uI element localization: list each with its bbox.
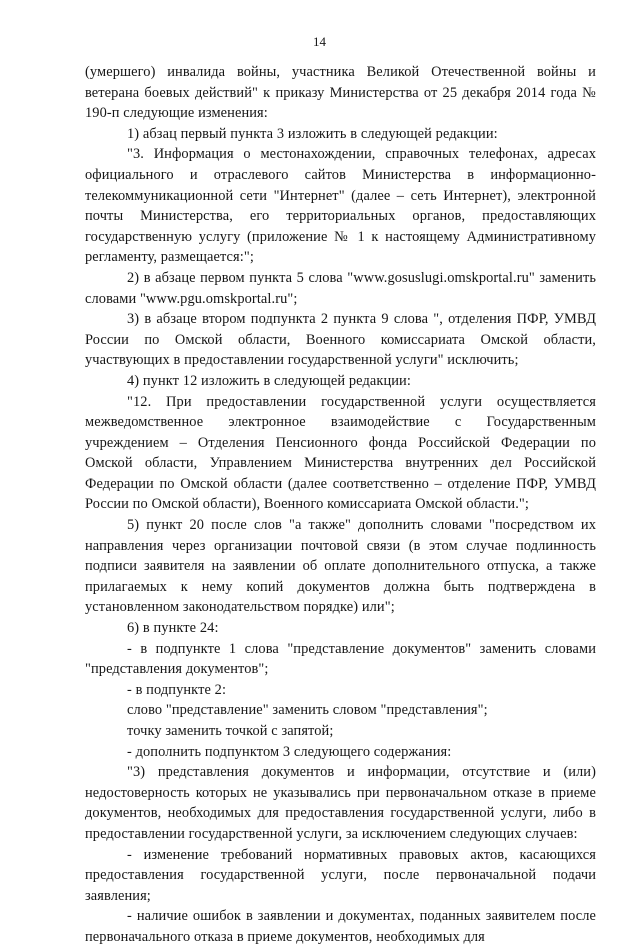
paragraph: 1) абзац первый пункта 3 изложить в следующей редакции: — [127, 125, 498, 142]
paragraph: 4) пункт 12 изложить в следующей редакции: — [127, 372, 411, 389]
paragraph: - в подпункте 2: — [127, 681, 227, 698]
paragraph: - в подпункте 1 слова "представление документов" заменить словами "представления документов"; — [85, 640, 596, 678]
page-number: 14 — [313, 34, 326, 49]
paragraph: точку заменить точкой с запятой; — [127, 723, 334, 739]
paragraph: - дополнить подпунктом 3 следующего содержания: — [127, 743, 452, 760]
paragraph: "12. При предоставлении государственной услуги осуществляется межведомственное электронное взаимодействие с Государственным учреждением – Отделения Пенсионного фонда Российской Федерации по Омской области, Управлением Министерства внутренних дел Российской Федерации по Омской области (далее соответственно – отделение ПФР, УМВД России по Омской области), Военного комиссариата Омской области."; — [85, 393, 596, 513]
paragraph: 5) пункт 20 после слов "а также" дополнить словами "посредством их направления через организации почтовой связи (в этом случае подлинность подписи заявителя на заявлении об оплате дополнительного отпуска, а также прилагаемых к нему копий документов должна быть подтверждена в установленном законодательством порядке) или"; — [85, 517, 596, 616]
paragraph: слово "представление" заменить словом "представления"; — [127, 702, 488, 719]
paragraph: "3. Информация о местонахождении, справочных телефонах, адресах официального и отраслевого сайтов Министерства в информационно-телекоммуникационной сети "Интернет" (далее – сеть Интернет), электронной почты Министерства, его территориальных органов, предоставляющих государственную услугу (приложение № 1 к настоящему Административному регламенту, размещается:"; — [85, 146, 596, 266]
paragraph: (умершего) инвалида войны, участника Великой Отечественной войны и ветерана боевых действий" к приказу Министерства от 25 декабря 2014 года № 190-п следующие изменения: — [85, 64, 596, 122]
paragraph: - изменение требований нормативных правовых актов, касающихся предоставления государственной услуги, после первоначальной подачи заявления; — [85, 846, 596, 904]
paragraph: - наличие ошибок в заявлении и документах, поданных заявителем после первоначального отказа в приеме документов, необходимых для — [85, 908, 596, 945]
paragraph: 2) в абзаце первом пункта 5 слова "www.gosuslugi.omskportal.ru" заменить словами "www.pgu.omskportal.ru"; — [85, 269, 596, 307]
paragraph: "3) представления документов и информации, отсутствие и (или) недостоверность которых не указывались при первоначальном отказе в приеме документов, необходимых для предоставления государственной услуги, либо в предоставлении государственной услуги, за исключением следующих случаев: — [85, 764, 596, 842]
paragraph: 6) в пункте 24: — [127, 620, 219, 637]
document-body — [85, 62, 596, 948]
paragraph: 3) в абзаце втором подпункта 2 пункта 9 слова ", отделения ПФР, УМВД России по Омской области, Военного комиссариата Омской области, участвующих в предоставлении государственной услуги" исключить; — [85, 311, 596, 369]
